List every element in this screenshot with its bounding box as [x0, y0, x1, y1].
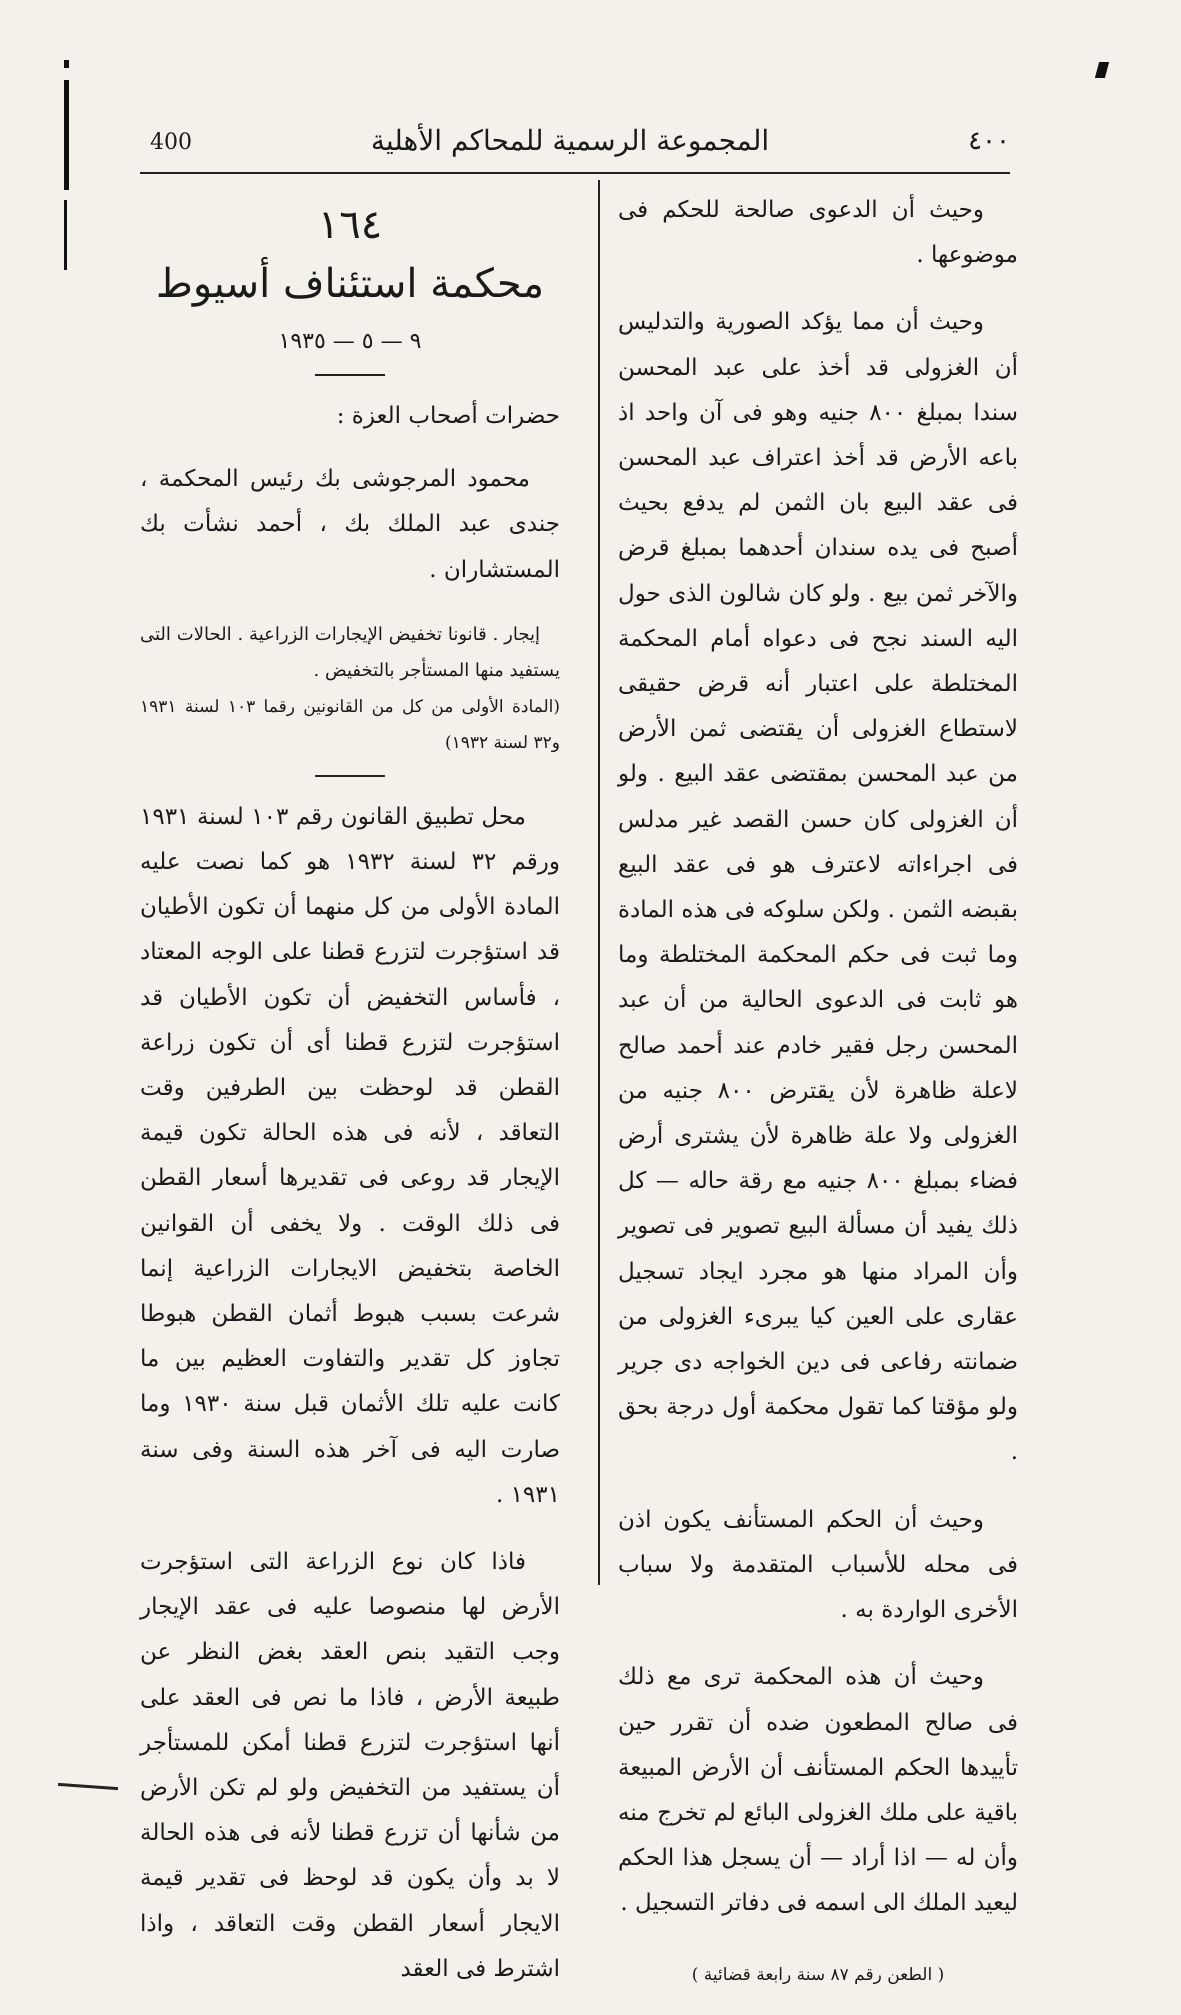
- paragraph: وحيث أن هذه المحكمة ترى مع ذلك فى صالح المطعون ضده أن تقرر حين تأييدها الحكم المستأنف أن الأرض المبيعة باقية على ملك الغزولى البائع لم تخرج منه وأن له — اذا أراد — أن يسجل هذا الحكم ليعيد الملك الى اسمه فى دفاتر التسجيل .: [618, 1664, 1018, 1917]
- footnote: ( الطعن رقم ٨٧ سنة رابعة قضائية ): [691, 1964, 945, 1985]
- running-title: المجموعة الرسمية للمحاكم الأهلية: [370, 124, 770, 157]
- section-rule: [315, 775, 385, 777]
- page-number-arabic: ٤٠٠: [968, 126, 1010, 156]
- page-header: [120, 118, 1020, 168]
- paragraph: وحيث أن الحكم المستأنف يكون اذن فى محله للأسباب المتقدمة ولا سباب الأخرى الواردة به .: [618, 1506, 1018, 1624]
- paragraph: وحيث أن مما يؤكد الصورية والتدليس أن الغزولى قد أخذ على عبد المحسن سندا بمبلغ ٨٠٠ جنيه وهو فى آن واحد اذ باعه الأرض قد أخذ اعتراف عبد المحسن فى عقد البيع بان الثمن لم يدفع بحيث أصبح فى يده سندان أحدهما بمبلغ قرض والآخر ثمن بيع . ولو كان شالون الذى حول اليه السند نجح فى دعواه أمام المحكمة المختلطة على اعتبار أنه قرض حقيقى لاستطاع الغزولى أن يقتضى ثمن الأرض من عبد المحسن بمقتضى عقد البيع . ولو أن الغزولى كان حسن القصد غير مدلس فى اجراءاته لاعترف هو فى عقد البيع بقبضه الثمن . ولكن سلوكه فى هذه المادة وما ثبت فى حكم المحكمة المختلطة وما هو ثابت فى الدعوى الحالية من أن عبد المحسن رجل فقير خادم عند أحمد صالح لاعلة ظاهرة لأن يقترض ٨٠٠ جنيه من الغزولى ولا علة ظاهرة لأن يشترى أرض فضاء بمبلغ ٨٠٠ جنيه مع رقة حاله — كل ذلك يفيد أن مسألة البيع تصوير فى تصوير وأن المراد منها هو مجرد ايجاد تسجيل عقارى على العين كيا يبرىء الغزولى من ضمانته رفاعى فى دين الخواجه دى جرير ولو مؤقتا كما تقول محكمة أول درجة بحق .: [618, 309, 1019, 1466]
- left-column: [140, 200, 560, 2014]
- column-divider: [598, 180, 600, 1585]
- header-rule: [140, 172, 1010, 174]
- scan-edge-mark: [64, 200, 67, 270]
- scan-bottom-mark: [58, 1783, 118, 1790]
- scan-edge-mark: [64, 60, 69, 68]
- scan-corner-mark: [1095, 62, 1109, 78]
- section-rule: [315, 374, 385, 376]
- judges-list: محمود المرجوشى بك رئيس المحكمة ، جندى عبد الملك بك ، أحمد نشأت بك المستشاران .: [140, 466, 560, 583]
- case-date: ٩ — ٥ — ١٩٣٥: [278, 329, 422, 354]
- paragraph: محل تطبيق القانون رقم ١٠٣ لسنة ١٩٣١ ورقم ٣٢ لسنة ١٩٣٢ هو كما نصت عليه المادة الأولى من كل منهما أن تكون الأطيان قد استؤجرت لتزرع قطنا على الوجه المعتاد ، فأساس التخفيض أن تكون الأطيان قد استؤجرت لتزرع قطنا أى أن تكون زراعة القطن قد لوحظت بين الطرفين وقت التعاقد ، لأنه فى هذه الحالة تكون قيمة الإيجار قد روعى فى تقديرها أسعار القطن فى ذلك الوقت . ولا يخفى أن القوانين الخاصة بتخفيض الايجارات الزراعية إنما شرعت بسبب هبوط أثمان القطن هبوطا تجاوز كل تقدير والتفاوت العظيم بين ما كانت عليه تلك الأثمان قبل سنة ١٩٣٠ وما صارت اليه فى آخر هذه السنة وفى سنة ١٩٣١ .: [140, 803, 561, 1508]
- page-number-latin: 400: [150, 130, 192, 155]
- paragraph: فاذا كان نوع الزراعة التى استؤجرت الأرض لها منصوصا عليه فى عقد الإيجار وجب التقيد بنص العقد بغض النظر عن طبيعة الأرض ، فاذا ما نص فى العقد على أنها استؤجرت لتزرع قطنا أمكن للمستأجر أن يستفيد من التخفيض ولو لم تكن الأرض من شأنها أن تزرع قطنا لأنه فى هذه الحالة لا بد وأن يكون قد لوحظ فى تقدير قيمة الايجار أسعار القطن وقت التعاقد ، واذا اشترط فى العقد: [140, 1549, 560, 1982]
- judges-label: حضرات أصحاب العزة :: [336, 403, 560, 429]
- scan-edge-mark: [64, 80, 69, 190]
- paragraph: وحيث أن الدعوى صالحة للحكم فى موضوعها .: [618, 197, 1018, 269]
- court-name: محكمة استئناف أسيوط: [155, 261, 545, 307]
- right-column: [618, 188, 1018, 2015]
- case-number: ١٦٤: [317, 202, 383, 248]
- legal-reference: (المادة الأولى من كل من القانونين رقما ١٠٣ لسنة ١٩٣١ و٣٢ لسنة ١٩٣٢): [140, 696, 560, 753]
- case-summary: إيجار . قانونا تخفيض الإيجارات الزراعية . الحالات التى يستفيد منها المستأجر بالتخفيض .: [140, 623, 560, 681]
